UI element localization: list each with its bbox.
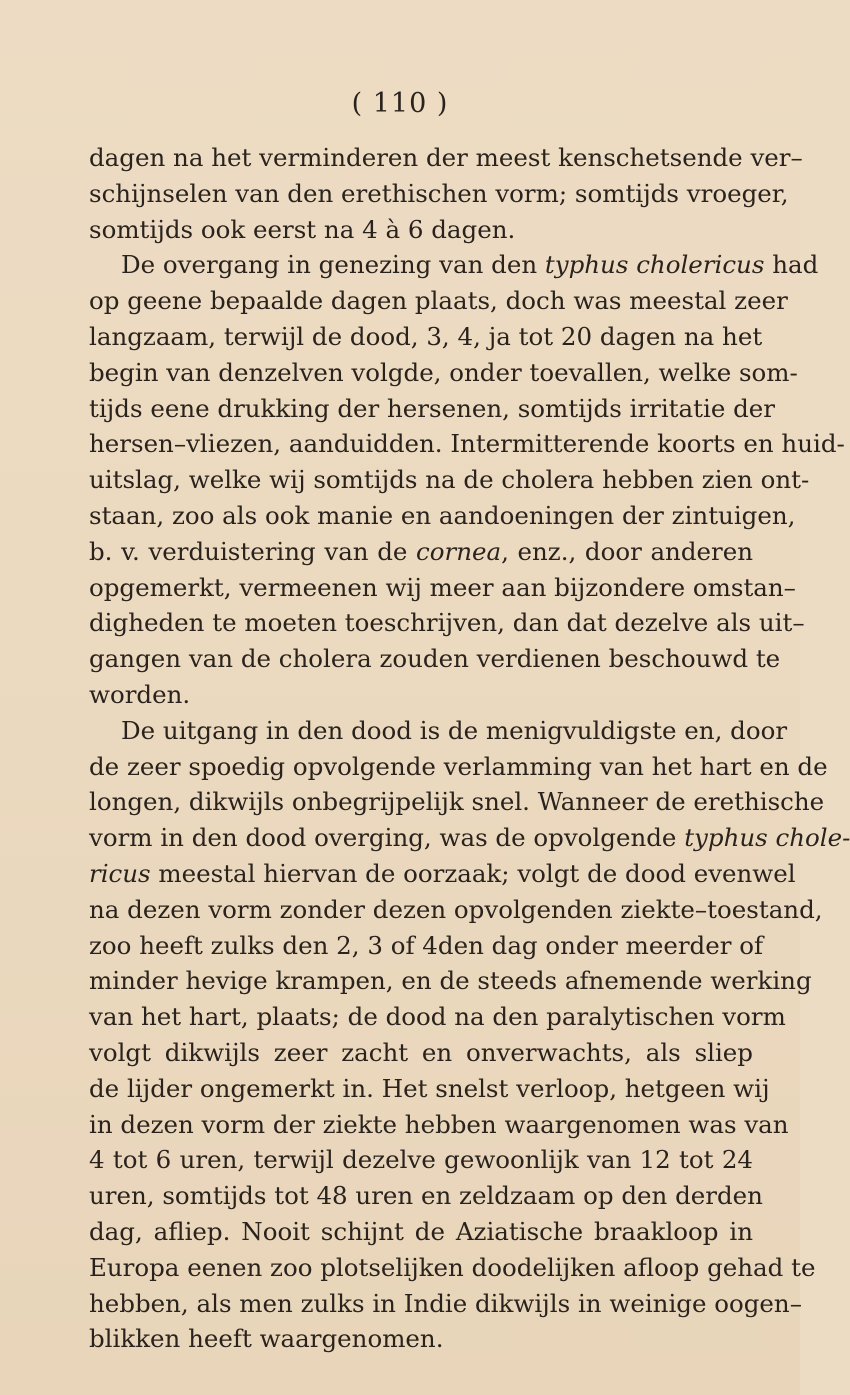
text-segment: na dezen vorm zonder dezen opvolgenden ziekte–toestand,	[89, 894, 823, 924]
text-line	[89, 498, 796, 534]
text-line	[89, 1071, 770, 1107]
text-segment: op geene bepaalde dagen plaats, doch was meestal zeer	[89, 286, 788, 316]
text-line	[89, 999, 786, 1035]
text-segment: Europa eenen zoo plotselijken doodelijken afloop gehad te	[89, 1252, 816, 1282]
text-segment: dag, afliep. Nooit schijnt de Aziatische braakloop in	[89, 1216, 753, 1246]
text-segment: langzaam, terwijl de dood, 3, 4, ja tot 20 dagen na het	[89, 321, 763, 351]
italic-term: ricus	[89, 858, 151, 888]
text-line	[89, 1178, 763, 1214]
text-line	[89, 963, 812, 999]
text-line	[89, 1321, 753, 1357]
paragraph	[89, 247, 845, 712]
text-segment: begin van denzelven volgde, onder toevallen, welke som-	[89, 357, 798, 387]
text-segment: , enz., door anderen	[501, 536, 753, 566]
page-number: ( 110 )	[351, 88, 449, 119]
text-line	[89, 355, 798, 391]
text-line	[89, 605, 805, 641]
text-line	[89, 283, 788, 319]
text-segment: in dezen vorm der ziekte hebben waargenomen was van	[89, 1109, 789, 1139]
text-line	[89, 856, 796, 892]
text-line	[89, 212, 753, 248]
text-segment: worden.	[89, 679, 191, 709]
text-line	[89, 140, 803, 176]
italic-term: cornea	[416, 536, 502, 566]
paragraph	[89, 140, 803, 247]
text-line	[89, 892, 823, 928]
text-line	[89, 1035, 753, 1071]
text-line	[89, 247, 819, 283]
italic-term: typhus chole-	[684, 823, 850, 853]
text-segment: somtijds ook eerst na 4 à 6 dagen.	[89, 214, 516, 244]
body-text	[89, 140, 850, 1357]
text-line	[89, 570, 796, 606]
text-line	[89, 820, 850, 856]
text-line	[89, 1250, 816, 1286]
text-segment: meestal hiervan de oorzaak; volgt de dood evenwel	[150, 858, 796, 888]
text-segment: 4 tot 6 uren, terwijl dezelve gewoonlijk van 12 tot 24	[89, 1145, 753, 1175]
text-segment: digheden te moeten toeschrijven, dan dat dezelve als uit–	[89, 608, 805, 638]
text-line	[89, 928, 764, 964]
text-line	[89, 677, 753, 713]
text-segment: de zeer spoedig opvolgende verlamming van het hart en de	[89, 751, 828, 781]
text-line	[89, 391, 775, 427]
text-line	[89, 1142, 753, 1178]
text-segment: de lijder ongemerkt in. Het snelst verloop, hetgeen wij	[89, 1073, 770, 1103]
text-line	[89, 713, 788, 749]
text-segment: had	[764, 250, 819, 280]
text-segment: dagen na het verminderen der meest kenschetsende ver–	[89, 143, 803, 172]
text-segment: b. v. verduistering van de	[89, 536, 417, 566]
text-segment: van het hart, plaats; de dood na den paralytischen vorm	[89, 1002, 786, 1032]
text-line	[89, 641, 781, 677]
text-segment: De uitgang in den dood is de menigvuldigste en, door	[121, 715, 788, 745]
text-segment: minder hevige krampen, en de steeds afnemende werking	[89, 966, 812, 996]
text-line	[89, 534, 753, 570]
text-line	[89, 749, 828, 785]
text-segment: uitslag, welke wij somtijds na de cholera hebben zien ont-	[89, 465, 810, 495]
text-segment: De overgang in genezing van den	[121, 250, 545, 280]
text-segment: zoo heeft zulks den 2, 3 of 4den dag onder meerder of	[89, 930, 764, 960]
text-segment: staan, zoo als ook manie en aandoeningen der zintuigen,	[89, 500, 796, 530]
text-line	[89, 1214, 753, 1250]
text-segment: hebben, als men zulks in Indie dikwijls in weinige oogen–	[89, 1288, 802, 1318]
text-line	[89, 319, 763, 355]
text-segment: volgt dikwijls zeer zacht en onverwachts, als sliep	[89, 1037, 753, 1067]
text-segment: uren, somtijds tot 48 uren en zeldzaam op den derden	[89, 1181, 763, 1211]
text-line	[89, 426, 845, 462]
text-line	[89, 784, 825, 820]
text-segment: vorm in den dood overging, was de opvolgende	[89, 823, 685, 853]
text-line	[89, 462, 810, 498]
paragraph	[89, 713, 850, 1357]
text-segment: opgemerkt, vermeenen wij meer aan bijzondere omstan–	[89, 572, 796, 602]
text-line	[89, 1286, 802, 1322]
text-line	[89, 1107, 789, 1143]
text-segment: gangen van de cholera zouden verdienen beschouwd te	[89, 644, 781, 674]
italic-term: typhus cholericus	[544, 250, 765, 280]
text-segment: longen, dikwijls onbegrijpelijk snel. Wanneer de erethische	[89, 787, 825, 817]
text-line	[89, 176, 789, 212]
text-segment: blikken heeft waargenomen.	[89, 1324, 444, 1354]
text-segment: hersen–vliezen, aanduidden. Intermitterende koorts en huid-	[89, 429, 845, 459]
text-segment: schijnselen van den erethischen vorm; somtijds vroeger,	[89, 178, 789, 208]
text-segment: tijds eene drukking der hersenen, somtijds irritatie der	[89, 393, 775, 423]
